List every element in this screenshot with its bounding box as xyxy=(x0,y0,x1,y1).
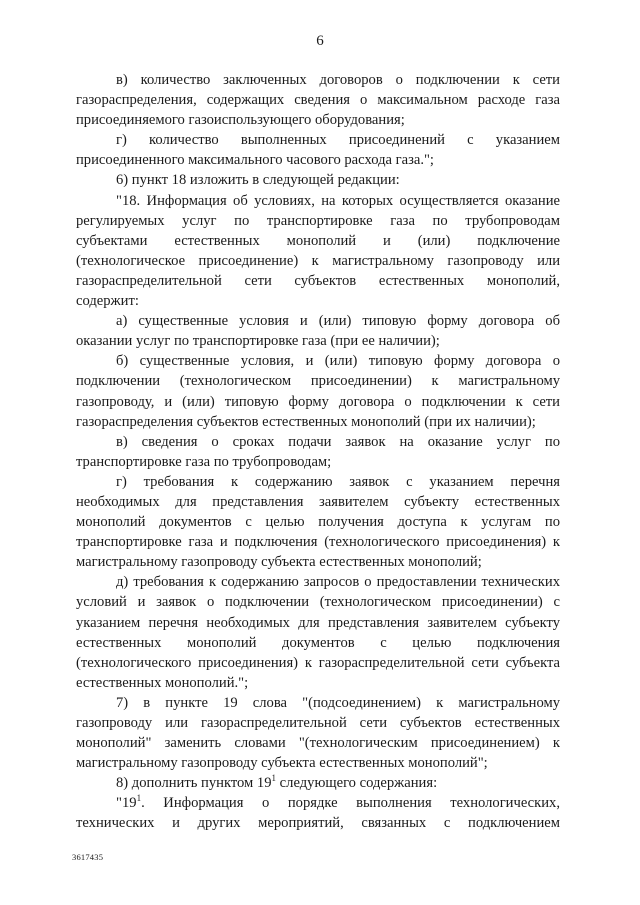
text-line-content: 6) пункт 18 изложить в следующей редакции: xyxy=(116,172,400,189)
text-line xyxy=(76,211,560,231)
text-line-content: присоединяемого газоиспользующего оборудования; xyxy=(76,112,405,129)
text-line-content: естественных монополий."; xyxy=(76,674,249,691)
text-line-content: необходимых для представления заявителем субъекту естественных xyxy=(76,493,560,510)
text-line xyxy=(76,733,560,753)
superscript: 1 xyxy=(136,793,142,804)
text-line-content: газопроводу или газораспределительной сети субъектов естественных xyxy=(76,715,560,731)
text-line xyxy=(76,351,560,371)
text-line-content: газораспределительной сети субъектов естественных монополий, xyxy=(76,272,560,289)
text-line-content: (технологическое присоединение) к магистральному газопроводу или xyxy=(76,252,560,269)
text-line-content: магистральному газопроводу субъекта естественных монополий; xyxy=(76,554,482,571)
text-line-content: 8) дополнить пунктом 19 xyxy=(116,775,272,792)
text-line xyxy=(76,592,560,612)
text-line xyxy=(76,693,560,713)
text-line xyxy=(76,110,560,130)
text-line-content: регулируемых услуг по транспортировке газа по трубопроводам xyxy=(76,212,560,229)
text-line xyxy=(76,773,560,793)
text-line xyxy=(76,191,560,211)
text-line-content: газораспределения, содержащих сведения о максимальном расходе газа xyxy=(76,92,560,109)
text-line-content: б) существенные условия, и (или) типовую форму договора о xyxy=(116,353,560,370)
text-line xyxy=(76,813,560,833)
text-line xyxy=(76,532,560,552)
text-line-content: транспортировке газа и подключения (технологического присоединения) к xyxy=(76,534,560,551)
text-line-content: транспортировке газа по трубопроводам; xyxy=(76,453,332,470)
text-line xyxy=(76,673,560,693)
text-line-content: монополий" заменить словами "(технологическим присоединением) к xyxy=(76,735,560,752)
text-line xyxy=(76,472,560,492)
text-line-content: естественных монополий документов с целью подключения xyxy=(76,634,560,651)
page-number: 6 xyxy=(316,33,324,49)
text-line xyxy=(76,70,560,90)
text-line xyxy=(76,412,560,432)
text-line-content: в) сведения о сроках подачи заявок на оказание услуг по xyxy=(116,433,560,450)
text-line xyxy=(76,613,560,633)
text-line-content: монополий документов с целью получения доступа к услугам по xyxy=(76,514,560,531)
text-line-content: газопроводу, и (или) типовую форму договора о подключении к сети xyxy=(76,393,560,410)
text-line-content: указанием перечня необходимых для представления заявителем субъекту xyxy=(76,614,560,631)
text-line-content: магистральному газопроводу субъекта естественных монополий"; xyxy=(76,755,488,772)
text-line xyxy=(76,291,560,311)
text-line xyxy=(76,331,560,351)
text-line xyxy=(76,170,560,190)
text-line xyxy=(76,231,560,251)
text-line-content: подключении (технологическом присоединении) к магистральному xyxy=(76,373,560,390)
text-line xyxy=(76,251,560,271)
text-line xyxy=(76,452,560,472)
text-line-content: 7) в пункте 19 слова "(подсоединением) к магистральному xyxy=(116,694,560,711)
text-line xyxy=(76,271,560,291)
text-line xyxy=(76,371,560,391)
text-line xyxy=(76,492,560,512)
document-body xyxy=(76,70,560,834)
text-line xyxy=(76,311,560,331)
document-id: 3617435 xyxy=(72,852,104,862)
text-line-content: "19 xyxy=(116,795,137,812)
text-line xyxy=(76,552,560,572)
text-line-content: г) требования к содержанию заявок с указанием перечня xyxy=(116,473,560,490)
text-line xyxy=(76,713,560,733)
text-line-content: субъектами естественных монополий и (или) подключение xyxy=(76,232,560,249)
text-line-content: г) количество выполненных присоединений с указанием xyxy=(116,132,560,149)
text-line xyxy=(76,793,560,813)
text-line-content: "18. Информация об условиях, на которых осуществляется оказание xyxy=(116,192,560,209)
text-line-tail: . Информация о порядке выполнения технологических, xyxy=(141,795,560,812)
text-line xyxy=(76,90,560,110)
text-line xyxy=(76,753,560,773)
text-line-content: в) количество заключенных договоров о подключении к сети xyxy=(116,72,560,88)
text-line xyxy=(76,572,560,592)
text-line xyxy=(76,392,560,412)
text-line-content: (технологического присоединения) к газораспределительной сети субъекта xyxy=(76,654,560,671)
text-line xyxy=(76,512,560,532)
text-line xyxy=(76,150,560,170)
text-line xyxy=(76,633,560,653)
text-line-content: а) существенные условия и (или) типовую форму договора об xyxy=(116,313,560,330)
text-line-content: содержит: xyxy=(76,293,139,310)
superscript: 1 xyxy=(271,773,277,784)
text-line-content: оказании услуг по транспортировке газа (при ее наличии); xyxy=(76,333,440,350)
text-line xyxy=(76,653,560,673)
text-line xyxy=(76,130,560,150)
text-line-content: д) требования к содержанию запросов о предоставлении технических xyxy=(116,574,560,591)
text-line-content: присоединенного максимального часового расхода газа."; xyxy=(76,152,434,169)
text-line-content: газораспределения субъектов естественных монополий (при их наличии); xyxy=(76,413,536,430)
text-line-tail: следующего содержания: xyxy=(276,775,438,792)
text-line-content: условий и заявок о подключении (технологическом присоединении) с xyxy=(76,594,560,611)
text-line-content: технических и других мероприятий, связанных с подключением xyxy=(76,815,560,832)
text-line xyxy=(76,432,560,452)
